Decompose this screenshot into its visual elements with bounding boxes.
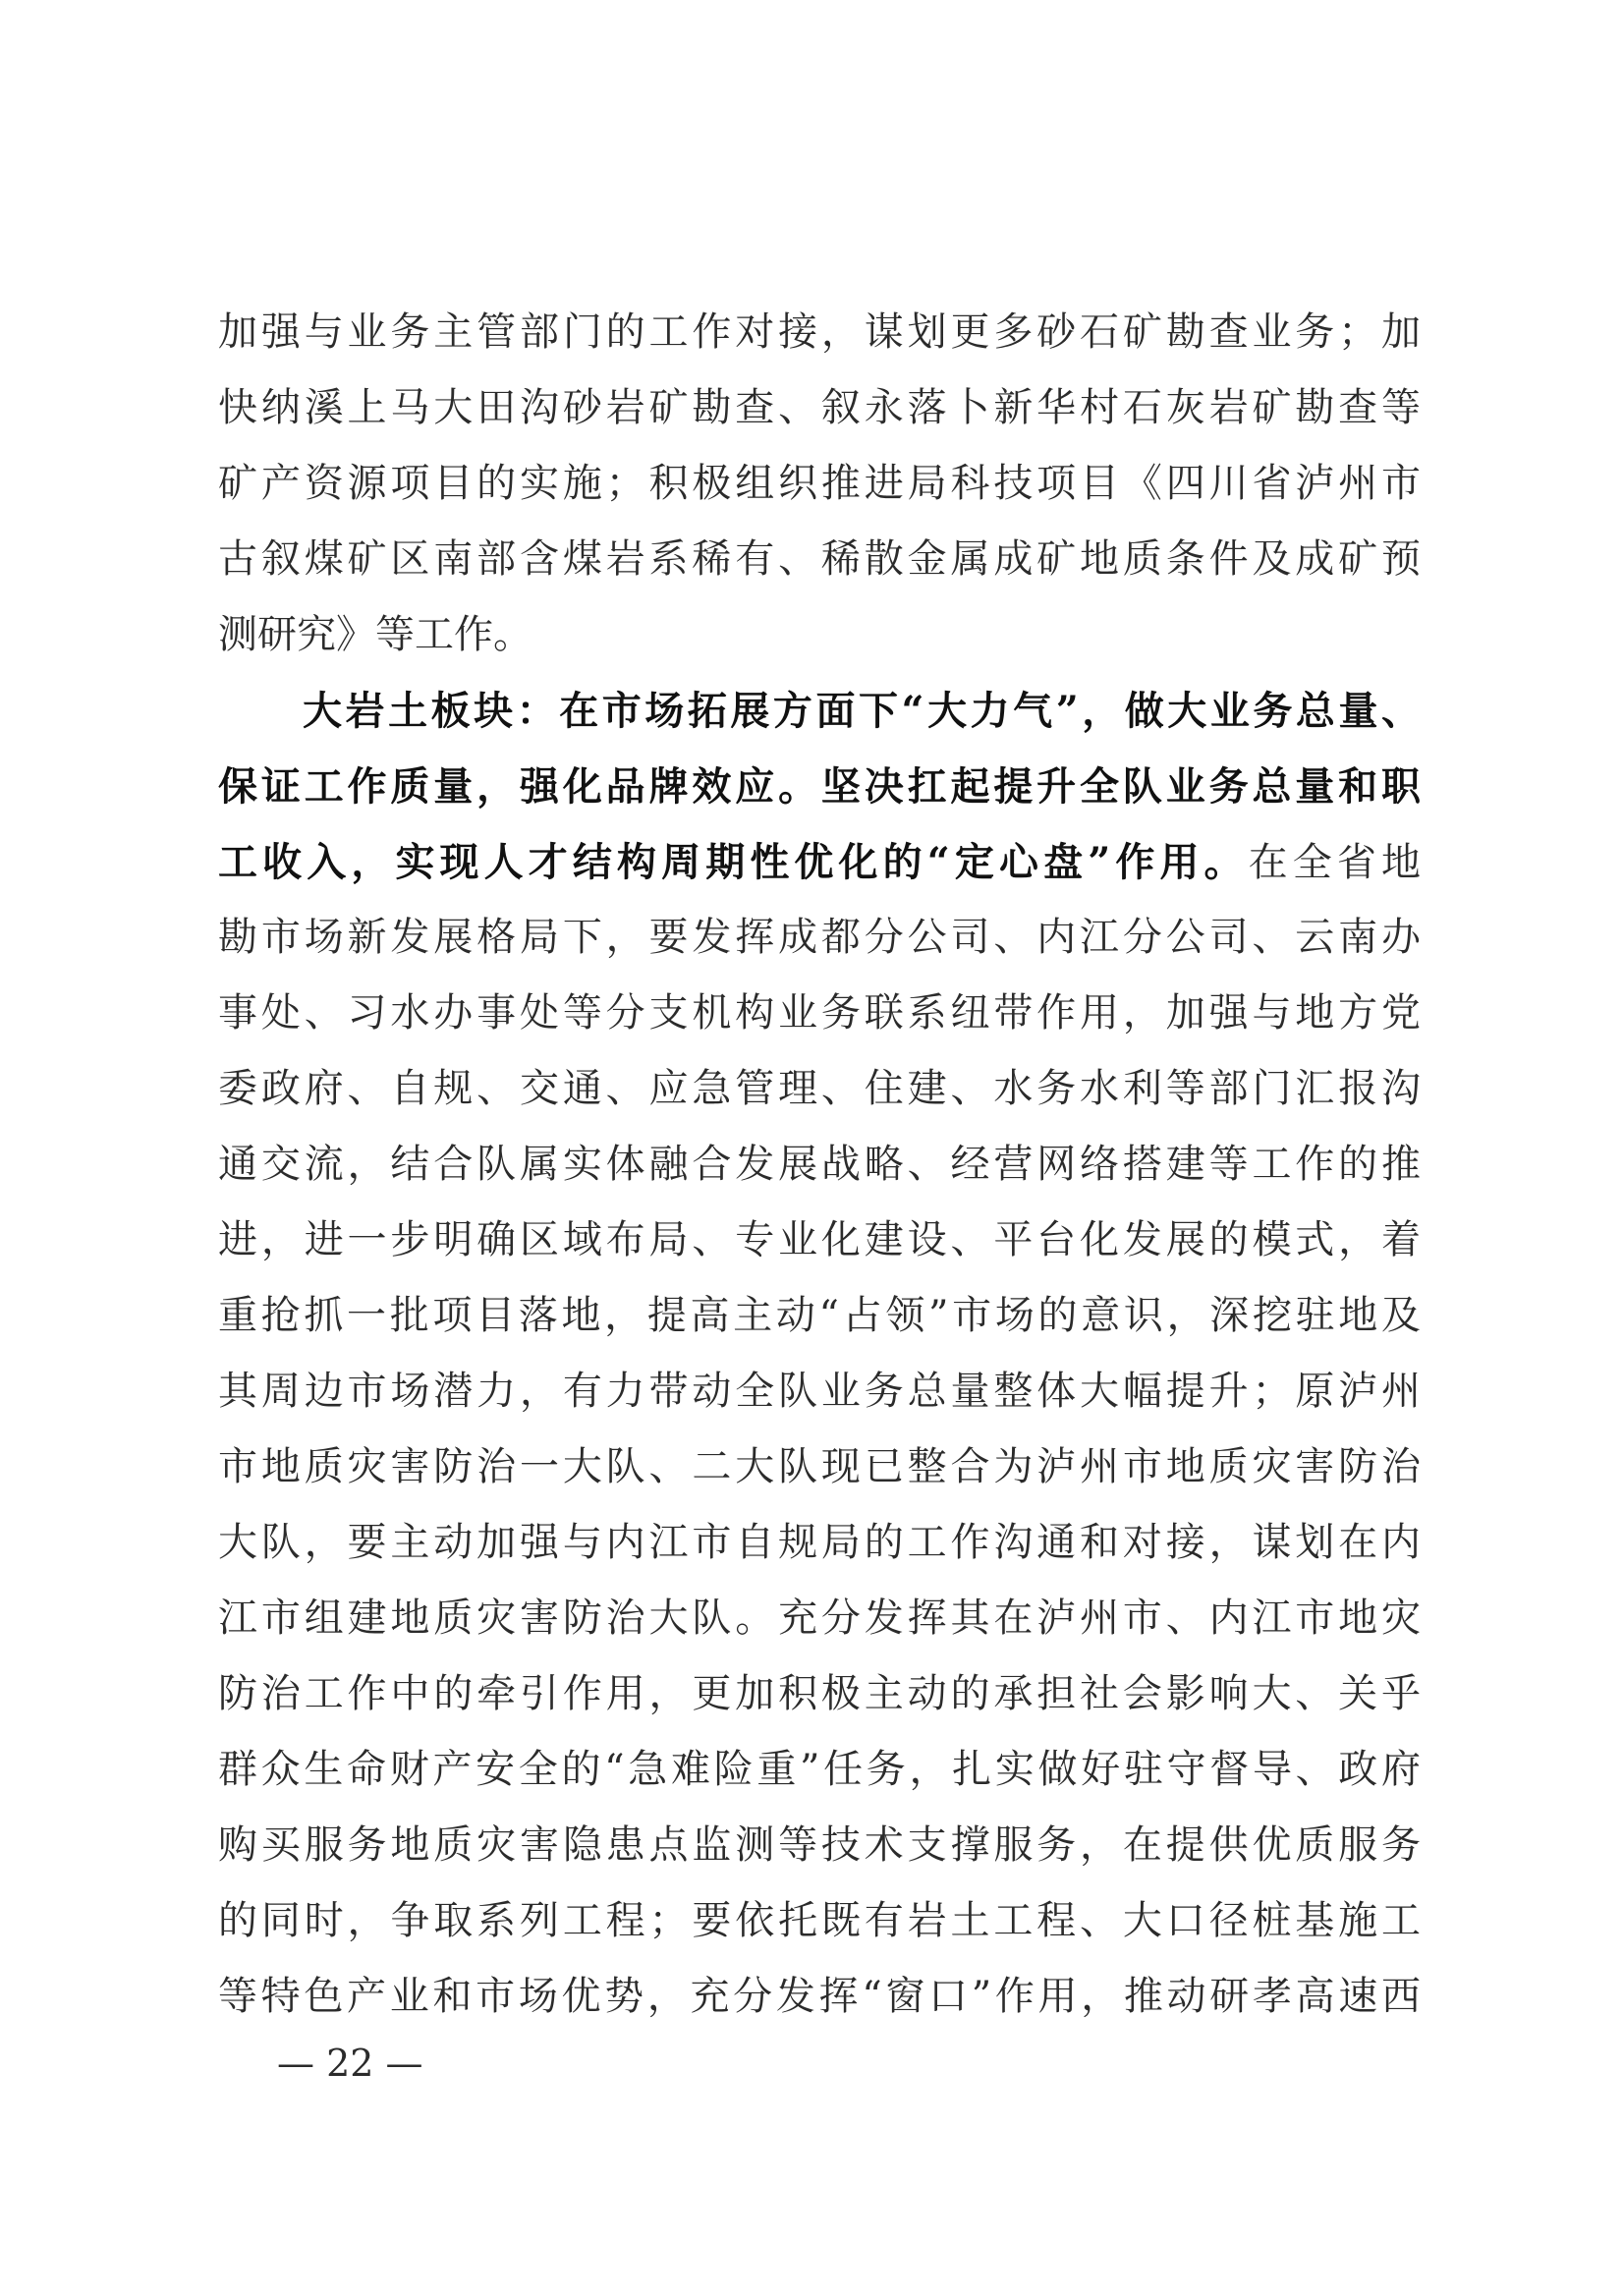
text-line: 防治工作中的牵引作用，更加积极主动的承担社会影响大、关乎 [218, 1671, 1421, 1716]
text-line: 快纳溪上马大田沟砂岩矿勘查、叙永落卜新华村石灰岩矿勘查等 [218, 385, 1421, 430]
text-line: 群众生命财产安全的“急难险重”任务，扎实做好驻守督导、政府 [218, 1747, 1421, 1792]
text-line: 勘市场新发展格局下，要发挥成都分公司、内江分公司、云南办 [218, 915, 1421, 960]
text-line: 江市组建地质灾害防治大队。充分发挥其在泸州市、内江市地灾 [218, 1596, 1421, 1641]
bold-text-line: 保证工作质量，强化品牌效应。坚决扛起提升全队业务总量和职 [218, 763, 1421, 810]
text-line: 测研究》等工作。 [218, 612, 532, 657]
text-line: 的同时，争取系列工程；要依托既有岩土工程、大口径桩基施工 [218, 1898, 1421, 1943]
text-line: 古叙煤矿区南部含煤岩系稀有、稀散金属成矿地质条件及成矿预 [218, 536, 1421, 582]
text-line: 重抢抓一批项目落地，提高主动“占领”市场的意识，深挖驻地及 [218, 1293, 1421, 1338]
text-line: 等特色产业和市场优势，充分发挥“窗口”作用，推动研孝高速西 [218, 1974, 1421, 2019]
text-line: 购买服务地质灾害隐患点监测等技术支撑服务，在提供优质服务 [218, 1822, 1421, 1868]
text-line: 委政府、自规、交通、应急管理、住建、水务水利等部门汇报沟 [218, 1066, 1421, 1111]
body-text [218, 295, 1421, 2035]
normal-text-span: 在全省地 [1248, 840, 1422, 885]
text-line: 事处、习水办事处等分支机构业务联系纽带作用，加强与地方党 [218, 990, 1421, 1036]
mixed-text-line [218, 824, 1421, 900]
bold-text-line: 大岩土板块：在市场拓展方面下“大力气”，做大业务总量、 [303, 688, 1421, 734]
bold-text-span: 工收入，实现人才结构周期性优化的“定心盘”作用。 [218, 839, 1249, 885]
text-line: 通交流，结合队属实体融合发展战略、经营网络搭建等工作的推 [218, 1142, 1421, 1187]
page-number: — 22 — [277, 2042, 423, 2085]
text-line: 其周边市场潜力，有力带动全队业务总量整体大幅提升；原泸州 [218, 1369, 1421, 1414]
text-line: 大队，要主动加强与内江市自规局的工作沟通和对接，谋划在内 [218, 1520, 1421, 1565]
text-line: 加强与业务主管部门的工作对接，谋划更多砂石矿勘查业务；加 [218, 309, 1421, 355]
text-line: 进，进一步明确区域布局、专业化建设、平台化发展的模式，着 [218, 1217, 1421, 1262]
text-line: 市地质灾害防治一大队、二大队现已整合为泸州市地质灾害防治 [218, 1444, 1421, 1489]
text-line: 矿产资源项目的实施；积极组织推进局科技项目《四川省泸州市 [218, 461, 1421, 506]
